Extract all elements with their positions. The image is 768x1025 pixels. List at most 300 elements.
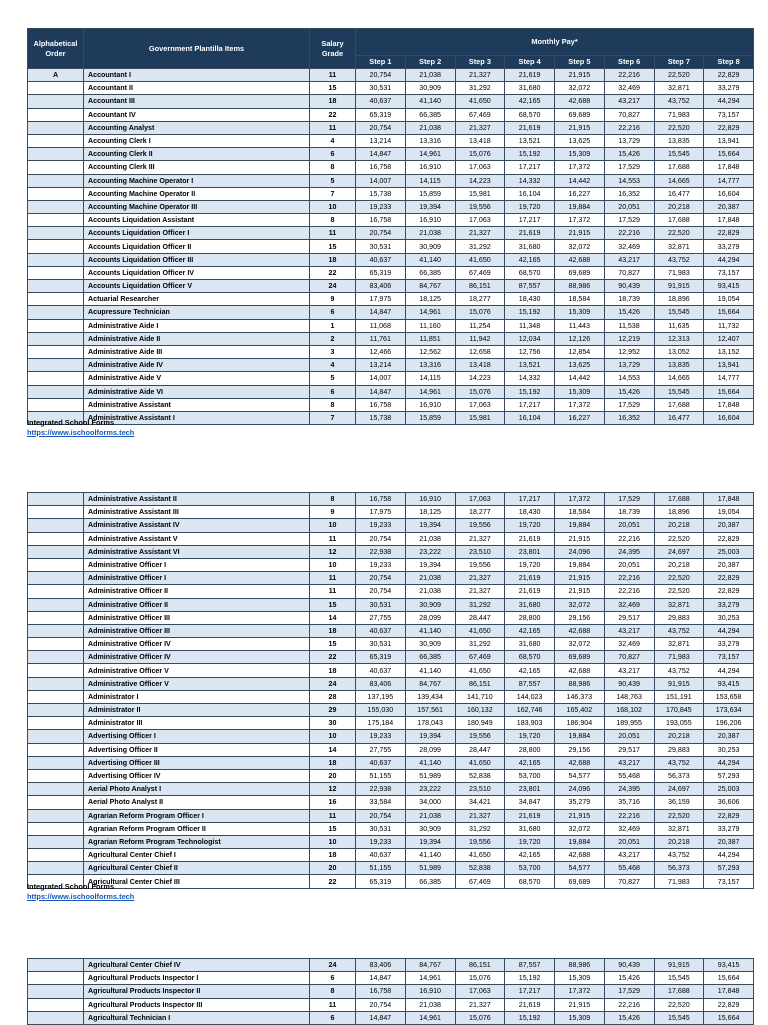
alphabetical-letter-cell bbox=[28, 372, 84, 385]
header-step: Step 4 bbox=[505, 56, 555, 69]
step-pay-cell: 15,076 bbox=[455, 972, 505, 985]
table-row bbox=[28, 1011, 754, 1024]
table-row bbox=[28, 796, 754, 809]
alphabetical-letter-cell bbox=[28, 398, 84, 411]
step-pay-cell: 31,292 bbox=[455, 598, 505, 611]
table-body bbox=[28, 493, 754, 889]
table-row bbox=[28, 959, 754, 972]
step-pay-cell: 14,847 bbox=[356, 972, 406, 985]
step-pay-cell: 19,233 bbox=[356, 730, 406, 743]
salary-grade-cell: 30 bbox=[310, 717, 356, 730]
plantilla-item-cell: Advertising Officer I bbox=[84, 730, 310, 743]
step-pay-cell: 19,884 bbox=[555, 519, 605, 532]
step-pay-cell: 16,910 bbox=[405, 161, 455, 174]
step-pay-cell: 43,752 bbox=[654, 849, 704, 862]
step-pay-cell: 19,394 bbox=[405, 519, 455, 532]
step-pay-cell: 17,063 bbox=[455, 985, 505, 998]
step-pay-cell: 20,218 bbox=[654, 730, 704, 743]
step-pay-cell: 65,319 bbox=[356, 108, 406, 121]
step-pay-cell: 19,720 bbox=[505, 519, 555, 532]
step-pay-cell: 35,716 bbox=[604, 796, 654, 809]
step-pay-cell: 41,650 bbox=[455, 95, 505, 108]
step-pay-cell: 13,835 bbox=[654, 134, 704, 147]
step-pay-cell: 56,373 bbox=[654, 769, 704, 782]
plantilla-item-cell: Agricultural Products Inspector I bbox=[84, 972, 310, 985]
step-pay-cell: 44,294 bbox=[704, 95, 754, 108]
step-pay-cell: 14,007 bbox=[356, 372, 406, 385]
plantilla-item-cell: Advertising Officer II bbox=[84, 743, 310, 756]
step-pay-cell: 15,309 bbox=[555, 385, 605, 398]
step-pay-cell: 42,688 bbox=[555, 664, 605, 677]
step-pay-cell: 29,156 bbox=[555, 743, 605, 756]
step-pay-cell: 22,829 bbox=[704, 998, 754, 1011]
table-row bbox=[28, 998, 754, 1011]
step-pay-cell: 17,063 bbox=[455, 398, 505, 411]
alphabetical-letter-cell: A bbox=[28, 69, 84, 82]
table-body bbox=[28, 69, 754, 425]
step-pay-cell: 17,688 bbox=[654, 161, 704, 174]
step-pay-cell: 42,688 bbox=[555, 849, 605, 862]
step-pay-cell: 20,754 bbox=[356, 809, 406, 822]
alphabetical-letter-cell bbox=[28, 651, 84, 664]
plantilla-item-cell: Agricultural Center Chief IV bbox=[84, 959, 310, 972]
step-pay-cell: 30,531 bbox=[356, 82, 406, 95]
header-salary-grade: Salary Grade bbox=[310, 29, 356, 69]
step-pay-cell: 12,313 bbox=[654, 332, 704, 345]
step-pay-cell: 31,680 bbox=[505, 638, 555, 651]
step-pay-cell: 41,650 bbox=[455, 624, 505, 637]
salary-grade-cell: 11 bbox=[310, 585, 356, 598]
alphabetical-letter-cell bbox=[28, 148, 84, 161]
salary-grade-cell: 18 bbox=[310, 849, 356, 862]
step-pay-cell: 11,761 bbox=[356, 332, 406, 345]
step-pay-cell: 139,434 bbox=[405, 690, 455, 703]
alphabetical-letter-cell bbox=[28, 214, 84, 227]
step-pay-cell: 30,531 bbox=[356, 638, 406, 651]
step-pay-cell: 15,192 bbox=[505, 385, 555, 398]
step-pay-cell: 14,847 bbox=[356, 385, 406, 398]
step-pay-cell: 155,030 bbox=[356, 704, 406, 717]
step-pay-cell: 14,553 bbox=[604, 174, 654, 187]
salary-grade-cell: 18 bbox=[310, 756, 356, 769]
alphabetical-letter-cell bbox=[28, 293, 84, 306]
step-pay-cell: 17,529 bbox=[604, 985, 654, 998]
step-pay-cell: 18,277 bbox=[455, 293, 505, 306]
step-pay-cell: 43,752 bbox=[654, 756, 704, 769]
salary-grade-cell: 6 bbox=[310, 385, 356, 398]
alphabetical-letter-cell bbox=[28, 532, 84, 545]
step-pay-cell: 31,680 bbox=[505, 822, 555, 835]
step-pay-cell: 20,754 bbox=[356, 532, 406, 545]
step-pay-cell: 16,352 bbox=[604, 187, 654, 200]
step-pay-cell: 86,151 bbox=[455, 677, 505, 690]
step-pay-cell: 15,545 bbox=[654, 1011, 704, 1024]
step-pay-cell: 28,800 bbox=[505, 743, 555, 756]
step-pay-cell: 88,986 bbox=[555, 677, 605, 690]
step-pay-cell: 71,983 bbox=[654, 266, 704, 279]
step-pay-cell: 31,292 bbox=[455, 822, 505, 835]
step-pay-cell: 41,140 bbox=[405, 664, 455, 677]
alphabetical-letter-cell bbox=[28, 306, 84, 319]
salary-grade-cell: 24 bbox=[310, 677, 356, 690]
step-pay-cell: 160,132 bbox=[455, 704, 505, 717]
step-pay-cell: 24,395 bbox=[604, 783, 654, 796]
salary-grade-cell: 10 bbox=[310, 730, 356, 743]
step-pay-cell: 40,637 bbox=[356, 253, 406, 266]
step-pay-cell: 40,637 bbox=[356, 624, 406, 637]
step-pay-cell: 32,871 bbox=[654, 240, 704, 253]
table-row bbox=[28, 809, 754, 822]
step-pay-cell: 41,650 bbox=[455, 253, 505, 266]
salary-grade-cell: 11 bbox=[310, 121, 356, 134]
plantilla-item-cell: Advertising Officer III bbox=[84, 756, 310, 769]
table-row bbox=[28, 756, 754, 769]
step-pay-cell: 65,319 bbox=[356, 266, 406, 279]
step-pay-cell: 18,125 bbox=[405, 293, 455, 306]
alphabetical-letter-cell bbox=[28, 187, 84, 200]
salary-grade-cell: 15 bbox=[310, 82, 356, 95]
step-pay-cell: 17,848 bbox=[704, 161, 754, 174]
salary-grade-cell: 9 bbox=[310, 293, 356, 306]
step-pay-cell: 21,619 bbox=[505, 69, 555, 82]
step-pay-cell: 51,155 bbox=[356, 769, 406, 782]
step-pay-cell: 17,217 bbox=[505, 985, 555, 998]
step-pay-cell: 40,637 bbox=[356, 849, 406, 862]
step-pay-cell: 21,038 bbox=[405, 585, 455, 598]
plantilla-item-cell: Accounts Liquidation Officer V bbox=[84, 280, 310, 293]
step-pay-cell: 23,510 bbox=[455, 783, 505, 796]
table-row bbox=[28, 69, 754, 82]
step-pay-cell: 189,955 bbox=[604, 717, 654, 730]
step-pay-cell: 148,763 bbox=[604, 690, 654, 703]
table-row bbox=[28, 624, 754, 637]
step-pay-cell: 17,217 bbox=[505, 161, 555, 174]
header-step: Step 7 bbox=[654, 56, 704, 69]
step-pay-cell: 91,915 bbox=[654, 677, 704, 690]
step-pay-cell: 14,223 bbox=[455, 372, 505, 385]
step-pay-cell: 55,468 bbox=[604, 769, 654, 782]
plantilla-item-cell: Administrative Aide III bbox=[84, 345, 310, 358]
step-pay-cell: 21,619 bbox=[505, 809, 555, 822]
step-pay-cell: 40,637 bbox=[356, 95, 406, 108]
step-pay-cell: 19,556 bbox=[455, 835, 505, 848]
step-pay-cell: 15,426 bbox=[604, 972, 654, 985]
alphabetical-letter-cell bbox=[28, 756, 84, 769]
plantilla-item-cell: Accountant IV bbox=[84, 108, 310, 121]
header-step: Step 5 bbox=[555, 56, 605, 69]
alphabetical-letter-cell bbox=[28, 134, 84, 147]
step-pay-cell: 66,385 bbox=[405, 108, 455, 121]
step-pay-cell: 42,165 bbox=[505, 95, 555, 108]
plantilla-item-cell: Advertising Officer IV bbox=[84, 769, 310, 782]
table-row bbox=[28, 398, 754, 411]
table-row bbox=[28, 730, 754, 743]
footer-link[interactable]: https://www.ischoolforms.tech bbox=[27, 892, 135, 901]
step-pay-cell: 23,222 bbox=[405, 783, 455, 796]
step-pay-cell: 90,439 bbox=[604, 677, 654, 690]
step-pay-cell: 15,192 bbox=[505, 1011, 555, 1024]
step-pay-cell: 31,292 bbox=[455, 638, 505, 651]
table-row bbox=[28, 240, 754, 253]
footer-link[interactable]: https://www.ischoolforms.tech bbox=[27, 428, 135, 437]
salary-grade-cell: 9 bbox=[310, 506, 356, 519]
alphabetical-letter-cell bbox=[28, 730, 84, 743]
step-pay-cell: 41,650 bbox=[455, 664, 505, 677]
step-pay-cell: 29,883 bbox=[654, 611, 704, 624]
step-pay-cell: 31,680 bbox=[505, 82, 555, 95]
salary-grade-cell: 12 bbox=[310, 545, 356, 558]
step-pay-cell: 44,294 bbox=[704, 849, 754, 862]
step-pay-cell: 17,848 bbox=[704, 214, 754, 227]
step-pay-cell: 32,072 bbox=[555, 82, 605, 95]
step-pay-cell: 21,327 bbox=[455, 998, 505, 1011]
step-pay-cell: 15,076 bbox=[455, 385, 505, 398]
step-pay-cell: 11,443 bbox=[555, 319, 605, 332]
step-pay-cell: 21,038 bbox=[405, 227, 455, 240]
table-row bbox=[28, 972, 754, 985]
step-pay-cell: 12,466 bbox=[356, 345, 406, 358]
step-pay-cell: 67,469 bbox=[455, 875, 505, 888]
step-pay-cell: 66,385 bbox=[405, 651, 455, 664]
step-pay-cell: 22,520 bbox=[654, 121, 704, 134]
alphabetical-letter-cell bbox=[28, 835, 84, 848]
alphabetical-letter-cell bbox=[28, 280, 84, 293]
step-pay-cell: 180,949 bbox=[455, 717, 505, 730]
plantilla-item-cell: Accounting Analyst bbox=[84, 121, 310, 134]
plantilla-item-cell: Administrative Officer III bbox=[84, 611, 310, 624]
alphabetical-letter-cell bbox=[28, 200, 84, 213]
plantilla-item-cell: Administrative Assistant IV bbox=[84, 519, 310, 532]
step-pay-cell: 21,915 bbox=[555, 585, 605, 598]
step-pay-cell: 55,468 bbox=[604, 862, 654, 875]
table-row bbox=[28, 651, 754, 664]
step-pay-cell: 20,754 bbox=[356, 998, 406, 1011]
step-pay-cell: 52,838 bbox=[455, 769, 505, 782]
step-pay-cell: 28,800 bbox=[505, 611, 555, 624]
footer-title: Integrated School Forms bbox=[27, 418, 115, 427]
alphabetical-letter-cell bbox=[28, 240, 84, 253]
table-row bbox=[28, 134, 754, 147]
step-pay-cell: 43,217 bbox=[604, 95, 654, 108]
step-pay-cell: 19,720 bbox=[505, 730, 555, 743]
alphabetical-letter-cell bbox=[28, 769, 84, 782]
step-pay-cell: 32,469 bbox=[604, 82, 654, 95]
step-pay-cell: 40,637 bbox=[356, 664, 406, 677]
step-pay-cell: 17,529 bbox=[604, 161, 654, 174]
step-pay-cell: 14,847 bbox=[356, 306, 406, 319]
table-row bbox=[28, 148, 754, 161]
header-step: Step 8 bbox=[704, 56, 754, 69]
plantilla-item-cell: Aerial Photo Analyst I bbox=[84, 783, 310, 796]
alphabetical-letter-cell bbox=[28, 638, 84, 651]
table-row bbox=[28, 677, 754, 690]
step-pay-cell: 14,961 bbox=[405, 148, 455, 161]
step-pay-cell: 16,758 bbox=[356, 985, 406, 998]
salary-grade-cell: 6 bbox=[310, 306, 356, 319]
step-pay-cell: 17,372 bbox=[555, 214, 605, 227]
salary-grade-cell: 18 bbox=[310, 624, 356, 637]
step-pay-cell: 42,165 bbox=[505, 253, 555, 266]
plantilla-item-cell: Accounting Clerk II bbox=[84, 148, 310, 161]
step-pay-cell: 17,529 bbox=[604, 493, 654, 506]
step-pay-cell: 173,634 bbox=[704, 704, 754, 717]
salary-grade-cell: 10 bbox=[310, 519, 356, 532]
step-pay-cell: 17,688 bbox=[654, 214, 704, 227]
step-pay-cell: 28,447 bbox=[455, 611, 505, 624]
step-pay-cell: 17,217 bbox=[505, 398, 555, 411]
salary-grade-cell: 12 bbox=[310, 783, 356, 796]
step-pay-cell: 22,216 bbox=[604, 121, 654, 134]
step-pay-cell: 30,531 bbox=[356, 822, 406, 835]
step-pay-cell: 83,406 bbox=[356, 959, 406, 972]
step-pay-cell: 43,752 bbox=[654, 95, 704, 108]
step-pay-cell: 22,520 bbox=[654, 532, 704, 545]
table-row bbox=[28, 200, 754, 213]
salary-grade-cell: 8 bbox=[310, 493, 356, 506]
table-row bbox=[28, 385, 754, 398]
step-pay-cell: 21,038 bbox=[405, 532, 455, 545]
step-pay-cell: 157,561 bbox=[405, 704, 455, 717]
step-pay-cell: 22,520 bbox=[654, 69, 704, 82]
step-pay-cell: 13,729 bbox=[604, 134, 654, 147]
salary-grade-cell: 1 bbox=[310, 319, 356, 332]
step-pay-cell: 15,426 bbox=[604, 1011, 654, 1024]
plantilla-item-cell: Accounts Liquidation Officer III bbox=[84, 253, 310, 266]
alphabetical-letter-cell bbox=[28, 783, 84, 796]
salary-table-2 bbox=[27, 492, 753, 889]
table-row bbox=[28, 743, 754, 756]
step-pay-cell: 16,227 bbox=[555, 187, 605, 200]
header-plantilla-items: Government Plantilla Items bbox=[84, 29, 310, 69]
table-row bbox=[28, 835, 754, 848]
salary-table-3 bbox=[27, 958, 753, 1025]
step-pay-cell: 42,165 bbox=[505, 624, 555, 637]
step-pay-cell: 18,896 bbox=[654, 506, 704, 519]
step-pay-cell: 41,140 bbox=[405, 95, 455, 108]
step-pay-cell: 11,635 bbox=[654, 319, 704, 332]
step-pay-cell: 18,584 bbox=[555, 506, 605, 519]
salary-grade-cell: 24 bbox=[310, 959, 356, 972]
step-pay-cell: 16,758 bbox=[356, 214, 406, 227]
salary-grade-cell: 8 bbox=[310, 214, 356, 227]
step-pay-cell: 12,658 bbox=[455, 345, 505, 358]
step-pay-cell: 13,625 bbox=[555, 359, 605, 372]
step-pay-cell: 168,102 bbox=[604, 704, 654, 717]
step-pay-cell: 16,758 bbox=[356, 161, 406, 174]
alphabetical-letter-cell bbox=[28, 998, 84, 1011]
salary-grade-cell: 2 bbox=[310, 332, 356, 345]
plantilla-item-cell: Administrative Assistant bbox=[84, 398, 310, 411]
step-pay-cell: 16,910 bbox=[405, 214, 455, 227]
salary-grade-cell: 16 bbox=[310, 796, 356, 809]
plantilla-item-cell: Accounts Liquidation Officer II bbox=[84, 240, 310, 253]
step-pay-cell: 13,941 bbox=[704, 134, 754, 147]
salary-grade-cell: 14 bbox=[310, 611, 356, 624]
step-pay-cell: 22,216 bbox=[604, 69, 654, 82]
plantilla-item-cell: Administrative Assistant I bbox=[84, 411, 310, 424]
step-pay-cell: 17,688 bbox=[654, 985, 704, 998]
step-pay-cell: 22,938 bbox=[356, 783, 406, 796]
step-pay-cell: 15,426 bbox=[604, 306, 654, 319]
step-pay-cell: 21,327 bbox=[455, 532, 505, 545]
plantilla-item-cell: Administrative Officer V bbox=[84, 677, 310, 690]
step-pay-cell: 19,884 bbox=[555, 835, 605, 848]
table-row bbox=[28, 704, 754, 717]
salary-grade-cell: 20 bbox=[310, 769, 356, 782]
step-pay-cell: 83,406 bbox=[356, 677, 406, 690]
step-pay-cell: 15,738 bbox=[356, 187, 406, 200]
step-pay-cell: 20,218 bbox=[654, 558, 704, 571]
step-pay-cell: 16,758 bbox=[356, 493, 406, 506]
salary-grade-cell: 11 bbox=[310, 572, 356, 585]
step-pay-cell: 25,003 bbox=[704, 783, 754, 796]
step-pay-cell: 23,801 bbox=[505, 783, 555, 796]
step-pay-cell: 153,658 bbox=[704, 690, 754, 703]
plantilla-item-cell: Agricultural Technician I bbox=[84, 1011, 310, 1024]
step-pay-cell: 70,827 bbox=[604, 651, 654, 664]
step-pay-cell: 54,577 bbox=[555, 769, 605, 782]
plantilla-item-cell: Accounting Machine Operator II bbox=[84, 187, 310, 200]
step-pay-cell: 11,254 bbox=[455, 319, 505, 332]
step-pay-cell: 19,054 bbox=[704, 293, 754, 306]
alphabetical-letter-cell bbox=[28, 545, 84, 558]
step-pay-cell: 19,394 bbox=[405, 200, 455, 213]
alphabetical-letter-cell bbox=[28, 598, 84, 611]
plantilla-item-cell: Administrative Aide V bbox=[84, 372, 310, 385]
step-pay-cell: 13,418 bbox=[455, 134, 505, 147]
table-row bbox=[28, 545, 754, 558]
step-pay-cell: 65,319 bbox=[356, 875, 406, 888]
salary-grade-cell: 6 bbox=[310, 1011, 356, 1024]
alphabetical-letter-cell bbox=[28, 743, 84, 756]
step-pay-cell: 32,072 bbox=[555, 822, 605, 835]
step-pay-cell: 44,294 bbox=[704, 756, 754, 769]
alphabetical-letter-cell bbox=[28, 822, 84, 835]
alphabetical-letter-cell bbox=[28, 809, 84, 822]
step-pay-cell: 14,961 bbox=[405, 385, 455, 398]
step-pay-cell: 146,373 bbox=[555, 690, 605, 703]
step-pay-cell: 15,859 bbox=[405, 187, 455, 200]
step-pay-cell: 16,910 bbox=[405, 493, 455, 506]
salary-grade-cell: 6 bbox=[310, 148, 356, 161]
step-pay-cell: 69,689 bbox=[555, 108, 605, 121]
step-pay-cell: 22,520 bbox=[654, 227, 704, 240]
step-pay-cell: 43,217 bbox=[604, 253, 654, 266]
plantilla-item-cell: Accounting Clerk III bbox=[84, 161, 310, 174]
alphabetical-letter-cell bbox=[28, 572, 84, 585]
step-pay-cell: 43,217 bbox=[604, 849, 654, 862]
step-pay-cell: 22,829 bbox=[704, 809, 754, 822]
step-pay-cell: 13,521 bbox=[505, 359, 555, 372]
step-pay-cell: 40,637 bbox=[356, 756, 406, 769]
step-pay-cell: 32,469 bbox=[604, 240, 654, 253]
table-row bbox=[28, 664, 754, 677]
step-pay-cell: 11,942 bbox=[455, 332, 505, 345]
step-pay-cell: 30,909 bbox=[405, 822, 455, 835]
step-pay-cell: 21,038 bbox=[405, 121, 455, 134]
table-row bbox=[28, 372, 754, 385]
table-row bbox=[28, 638, 754, 651]
step-pay-cell: 67,469 bbox=[455, 651, 505, 664]
step-pay-cell: 53,700 bbox=[505, 862, 555, 875]
step-pay-cell: 21,619 bbox=[505, 998, 555, 1011]
table-row bbox=[28, 253, 754, 266]
table-row bbox=[28, 822, 754, 835]
step-pay-cell: 17,063 bbox=[455, 214, 505, 227]
table-row bbox=[28, 411, 754, 424]
step-pay-cell: 32,871 bbox=[654, 638, 704, 651]
step-pay-cell: 15,664 bbox=[704, 385, 754, 398]
